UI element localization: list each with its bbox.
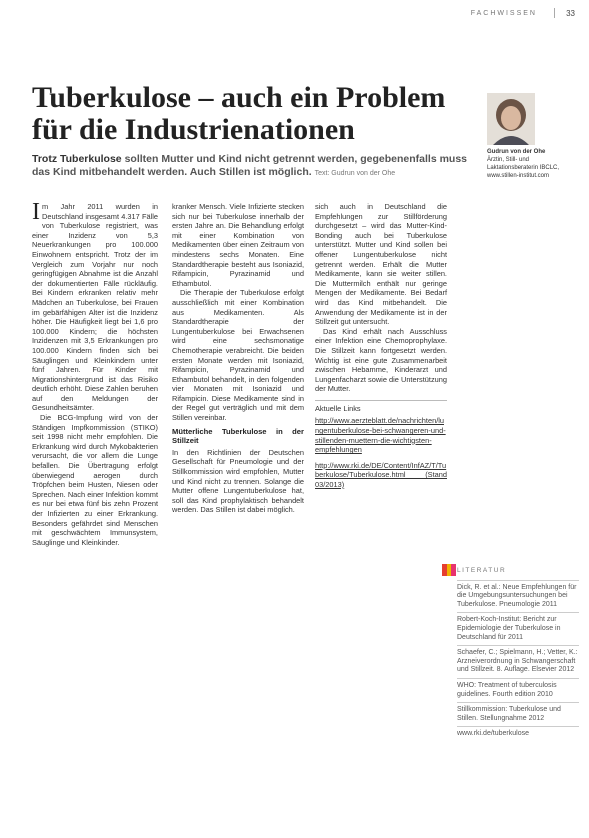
- literature-title: LITERATUR: [457, 567, 507, 574]
- paragraph: Die Therapie der Tuberkulose erfolgt ausschließlich mit einer Kombination aus Medikamenten. Als Standardtherapie der Lungentuberkulose bei Erwachsenen wird eine sechsmonatige Chemotherapie verabreicht. Die beiden ersten Monate werden mit Isoniazid, Rifampicin, Pyrazinamid und Ethambutol behandelt, in den folgenden vier Monaten mit Isoniazid und Rifampicin. Diese Medikamente sind in der Regel gut verträglich und mit dem Stillen vereinbar.: [172, 288, 304, 423]
- literature-item: Schaefer, C.; Spielmann, H.; Vetter, K.: Arzneiverordnung in Schwangerschaft und Stillzeit. 8. Auflage. Elsevier 2012: [457, 645, 579, 678]
- drop-cap: I: [32, 199, 40, 225]
- subheading: Mütterliche Tuberkulose in der Stillzeit: [172, 426, 304, 446]
- links-label: Aktuelle Links: [315, 403, 361, 413]
- literature-item[interactable]: www.rki.de/tuberkulose: [457, 726, 579, 742]
- author-name: Gudrun von der Ohe: [487, 149, 546, 155]
- literature-box: [457, 567, 579, 742]
- column-3: [315, 202, 447, 496]
- article-lead: [32, 153, 472, 180]
- color-swatch: [451, 564, 456, 576]
- page-number: 33: [566, 9, 575, 18]
- header-divider: [554, 8, 555, 18]
- link[interactable]: http://www.aerzteblatt.de/nachrichten/lungentuberkulose-bei-schwangeren-und-stillenden-muettern-die-wichtigsten-empfehlungen: [315, 416, 446, 455]
- color-strip: [442, 564, 456, 576]
- paragraph: kranker Mensch. Viele Infizierte stecken sich nur bei Tuberkulose innerhalb der ersten Jahre an. Die Behandlung erfolgt mit einer Kombination von Medikamenten über einen Zeitraum von mindestens sechs Monaten. Eine Standardtherapie besteht aus Isoniazid, Rifampicin, Pyrazinamid und Ethambutol.: [172, 202, 304, 288]
- paragraph: Die BCG-Impfung wird von der Ständigen Impfkommission (STIKO) seit 1998 nicht mehr empfohlen. Die Erkrankung wird durch Mykobakterien verursacht, die vor allem die Lunge befallen. Die Übertragung erfolgt überwiegend aerogen durch Tröpfchen beim Husten, Niesen oder Sprechen. Nach einer Infektion kommt es nur bei etwa fünf bis zehn Prozent der Infizierten zu einer Erkrankung. Besonders gefährdet sind Menschen mit geschwächtem Immunsystem, Säuglinge und Kleinkinder.: [32, 413, 158, 547]
- lead-keyword: Trotz Tuberkulose: [32, 153, 122, 165]
- byline: Text: Gudrun von der Ohe: [314, 170, 396, 177]
- author-photo: [487, 93, 535, 145]
- paragraph: sich auch in Deutschland die Empfehlungen zur Stillförderung durchgesetzt – wird das Mutter-Kind-Bonding auch bei Tuberkulose unterstützt. Mutter und Kind sollen bei offener Lungentuberkulose nicht getrennt werden. Erhält die Mutter Medikamente, kann sie weiter stillen. Die Muttermilch enthält nur geringe Mengen der Medikamente. Bei Bedarf wird das Kind mitbehandelt. Die Anwendung der Medikamente ist in der Stillzeit gut untersucht.: [315, 202, 447, 327]
- paragraph: m Jahr 2011 wurden in Deutschland insgesamt 4.317 Fälle von Tuberkulose registriert, was einer Inzidenz von 5,3 Neuerkrankungen pro 100.000 Einwohnern entspricht. Trotz der im Vergleich zum Vorjahr nur noch geringfügigen Abnahme ist die Anzahl der dokumentierten Fälle rückläufig. Bei Kindern erkranken relativ mehr Mädchen an Tuberkulose, bei Frauen im gebärfähigen Alter ist die Inzidenz höher. Die Häufigkeit liegt bei 1,6 pro 100.000 Kindern; die höchsten Inzidenzen mit 3,5 Erkrankungen pro 100.000 Kindern finden sich bei Säuglingen und Kleinkindern unter fünf Jahren. Für Kinder mit Migrationshintergrund ist das Risiko deutlich erhöht. Diese Zahlen beruhen auf den Meldungen der Gesundheitsämter.: [32, 202, 158, 413]
- section-label: FACHWISSEN: [470, 10, 537, 17]
- paragraph: In den Richtlinien der Deutschen Gesellschaft für Pneumologie und der Stillkommission wird empfohlen, Mutter und Kind nicht zu trennen. Solange die Mutter offene Lungentuberkulose hat, soll das Kind prophylaktisch behandelt werden. Das Stillen ist dabei möglich.: [172, 447, 304, 515]
- link[interactable]: http://www.rki.de/DE/Content/InfAZ/T/Tuberkulose/Tuberkulose.html (Stand 03/2013): [315, 460, 447, 490]
- literature-item: Robert-Koch-Institut: Bericht zur Epidemiologie der Tuberkulose in Deutschland für 2011: [457, 612, 579, 645]
- paragraph: Das Kind erhält nach Ausschluss einer Infektion eine Chemoprophylaxe. Die Stillzeit kann fortgesetzt werden. Wichtig ist eine gute Zusammenarbeit zwischen Hebamme, Kinderarzt und Lungenfacharzt sowie die Unterstützung der Mutter.: [315, 326, 447, 394]
- article-title: Tuberkulose – auch ein Problem für die Industrienationen: [32, 81, 446, 146]
- author-description: Ärztin, Still- und Laktationsberaterin IBCLC, www.stillen-institut.com: [487, 157, 560, 179]
- literature-item: Dick, R. et al.: Neue Empfehlungen für die Umgebungsuntersuchungen bei Tuberkulose. Pneumologie 2011: [457, 580, 579, 613]
- literature-item: WHO: Treatment of tuberculosis guidelines. Fourth edition 2010: [457, 678, 579, 702]
- column-2: [172, 202, 304, 515]
- lead-text: sollten Mutter und Kind nicht getrennt werden, gegebenenfalls muss das Kind mitbehandelt werden. Auch Stillen ist möglich.: [32, 153, 468, 178]
- column-1: [32, 199, 158, 547]
- author-box: [487, 148, 577, 180]
- links-box: [315, 400, 447, 490]
- literature-item: Stillkommission: Tuberkulose und Stillen. Stellungnahme 2012: [457, 702, 579, 726]
